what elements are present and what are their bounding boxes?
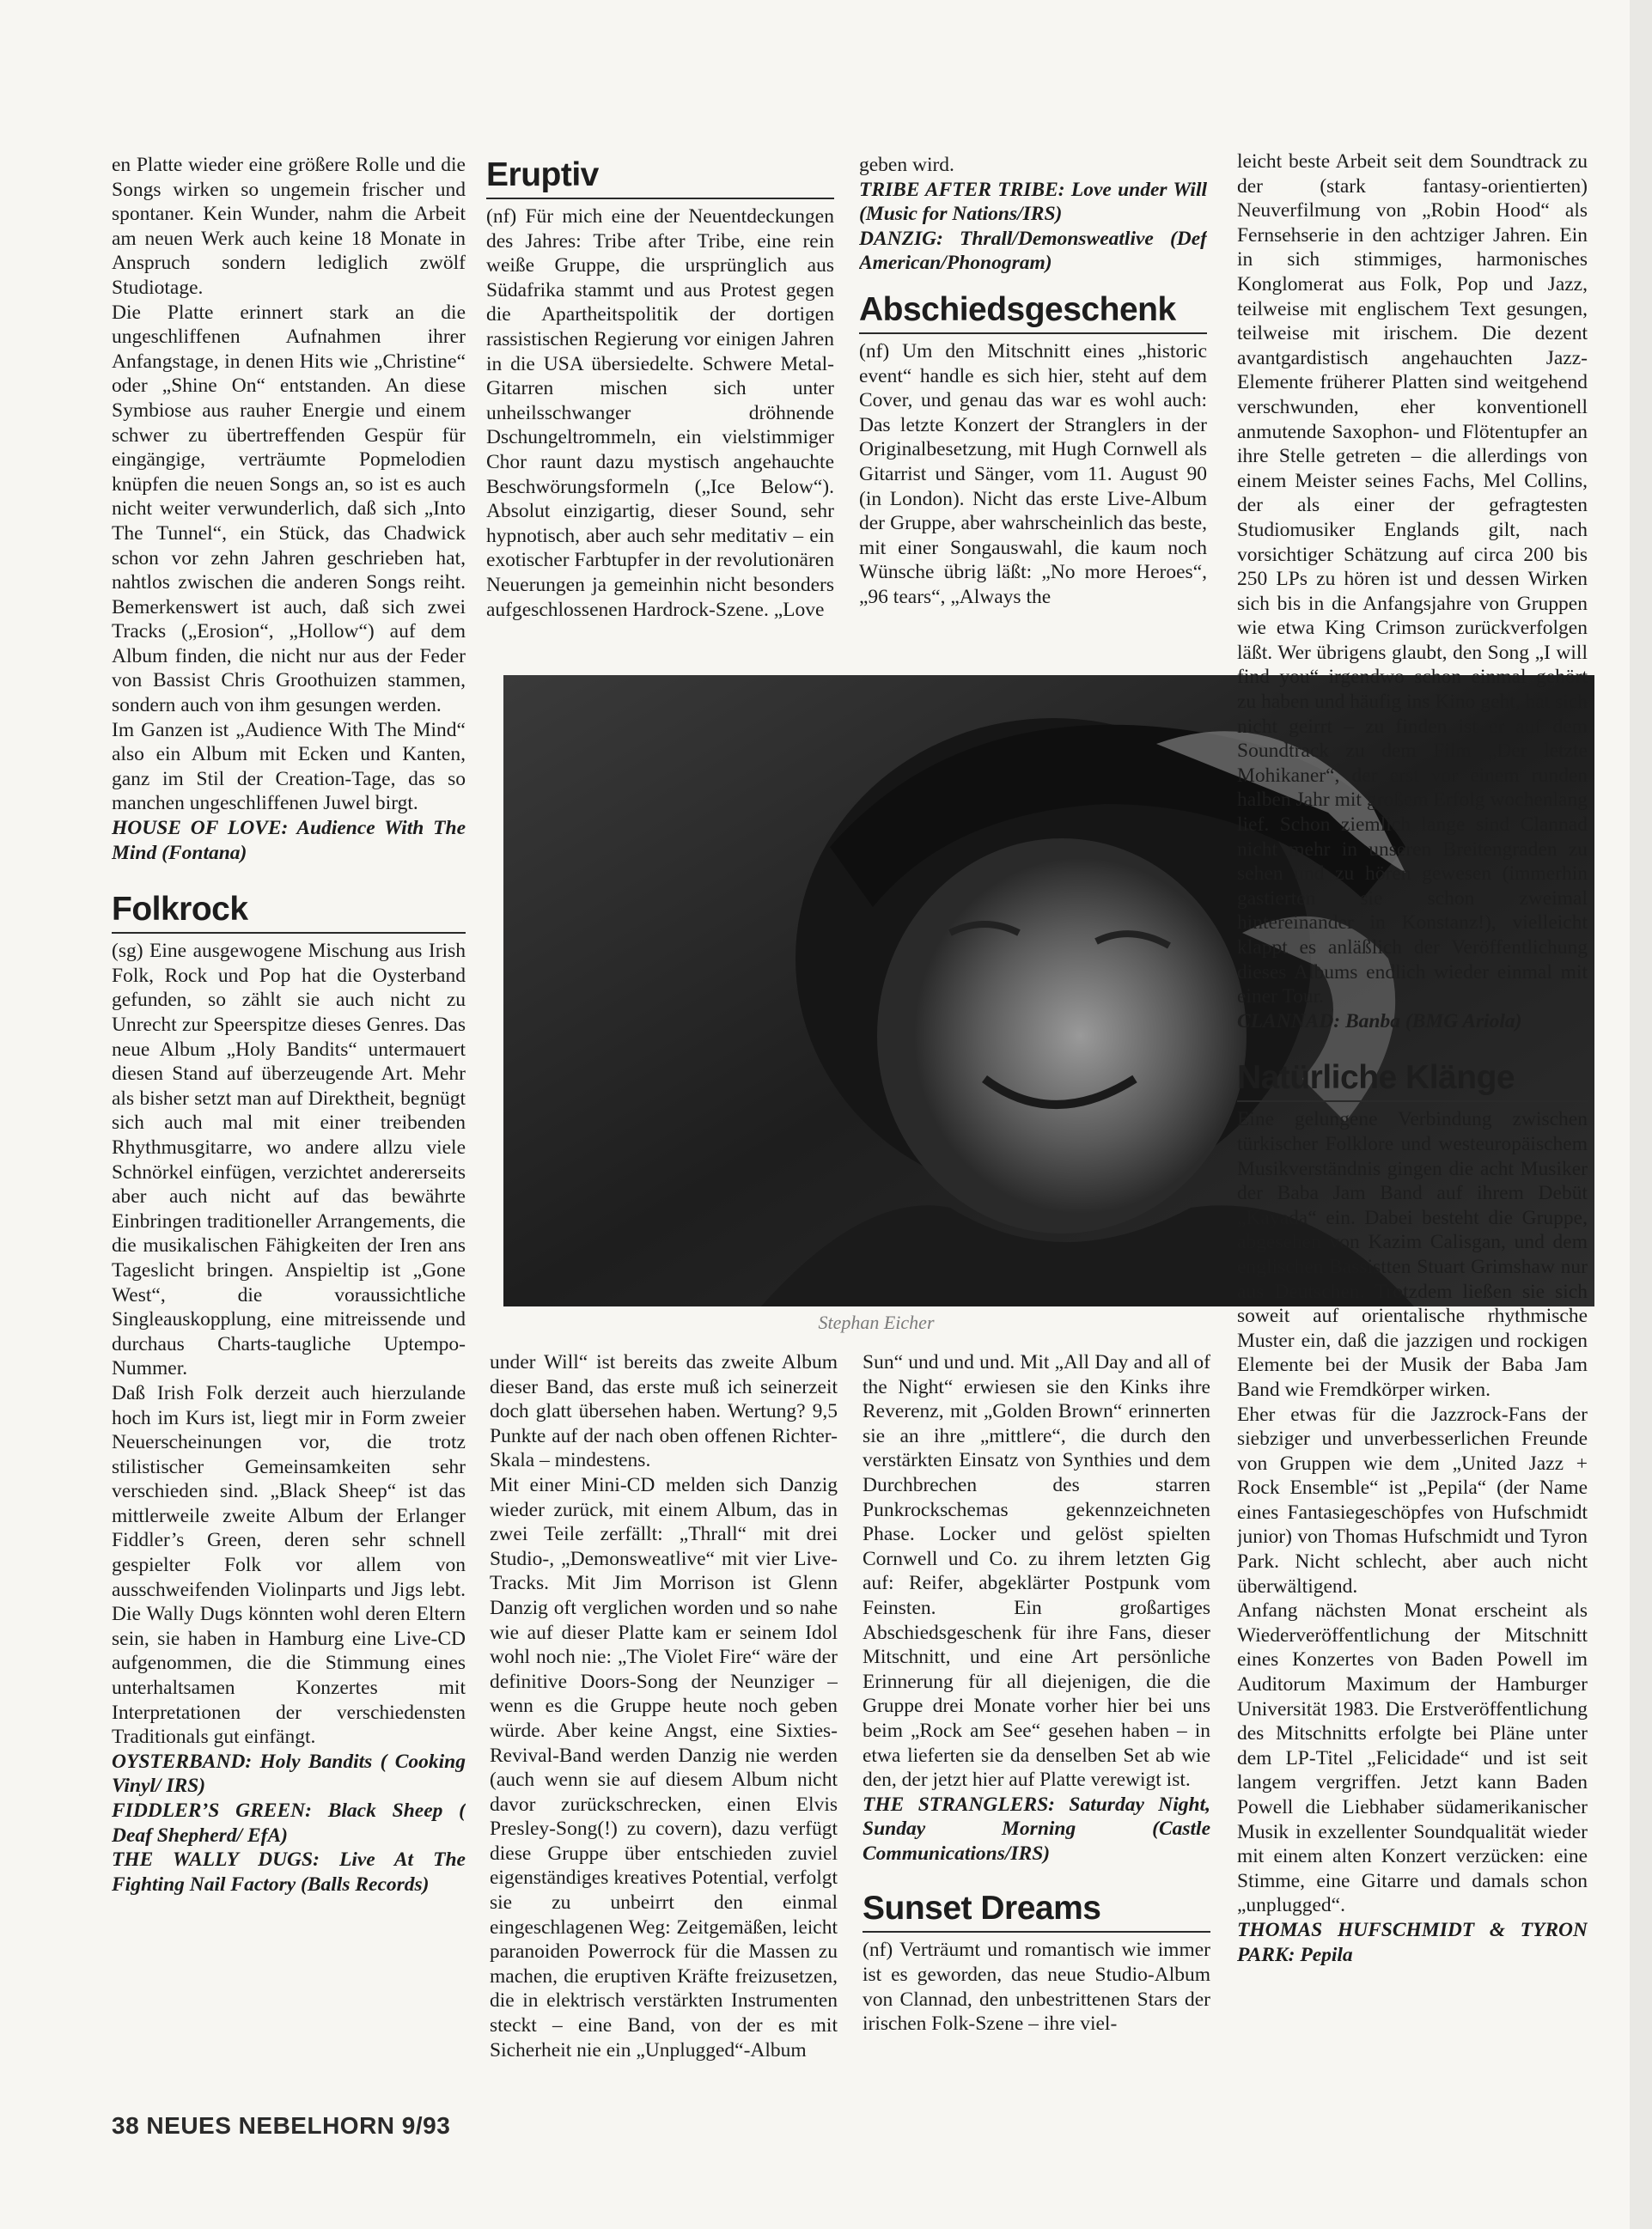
fiddlers-green-credit: FIDDLER’S GREEN: Black Sheep ( Deaf Shepherd/ EfA) <box>112 1800 466 1847</box>
photo-caption: Stephan Eicher <box>818 1312 935 1333</box>
eruptiv-heading: Eruptiv <box>486 156 834 199</box>
folkrock-heading: Folkrock <box>112 891 466 934</box>
column-1 <box>112 153 466 2060</box>
folkrock-text-1: (sg) Eine ausgewogene Mischung aus Irish Folk, Rock und Pop hat die Oysterband gefunden, so zählt sie auch nicht zu Unrecht zur Speerspitze dieses Genres. Das neue Album „Holy Bandits“ untermauert diesen Stand auf überzeugende Art. Mehr als bisher setzt man auf Direktheit, begnügt sich auch mal mit einer treibenden Rhythmusgitarre, wo andere allzu viele Schnörkel einfügen, verzichtet andererseits aber auch nicht auf das bewährte Einbringen traditioneller Arrangements, die die musikalischen Fähigkeiten der Iren ans Tageslicht bringen. Anspieltip ist „Gone West“, die voraussichtliche Singleauskopplung, eine mitreissende und durchaus Charts-taugliche Uptempo-Nummer. <box>112 940 466 1380</box>
page-footer: 38 NEUES NEBELHORN 9/93 <box>112 2112 451 2139</box>
eruptiv-text-3: Mit einer Mini-CD melden sich Danzig wieder zurück, mit einem Album, das in zwei Teile zerfällt: „Thrall“ mit drei Studio-, „Demonsweatlive“ mit vier Live-Tracks. Mit Jim Morrison ist Glenn Danzig oft verglichen worden und so nahe wie auf dieser Platte kam er seinem Idol wohl noch nie: „The Violet Fire“ wäre der definitive Doors-Song der Neunziger – wenn es die Gruppe heute noch geben würde. Aber keine Angst, eine Sixties-Revival-Band werden Danzig nie werden (auch wenn sie auf diesem Album nicht davor zurückschrecken, einen Elvis Presley-Song(!) zu covern), dazu verfügt diese Gruppe über entschieden zuviel eigenständiges kreatives Potential, verfolgt sie zu unbeirrt den einmal eingeschlagenen Weg: Zeitgemäßen, leicht paranoiden Powerrock für die Massen zu machen, die eruptiven Kräfte freizusetzen, die in elektrisch verstärkten Instrumenten steckt – eine Band, von der es mit Sicherheit nie ein „Unplugged“-Album <box>490 1473 838 2062</box>
abschiedsgeschenk-text-1: (nf) Um den Mitschnitt eines „historic event“ handle es sich hier, steht auf dem Cover, und genau das war es wohl auch: Das letzte Konzert der Stranglers in der Originalbesetzung, mit Hugh Cornwell als Gitarrist und Sänger, vom 11. August 90 (in London). Nicht das erste Live-Album der Gruppe, aber wahrscheinlich das beste, mit einer Songauswahl, die kaum noch Wünsche übrig läßt: „No more Heroes“, „96 tears“, „Always the <box>859 339 1207 608</box>
spacer <box>112 865 466 891</box>
sunset-dreams-text-2: leicht beste Arbeit seit dem Soundtrack zu der (stark fantasy-orientierten) Neuverfilmung von „Robin Hood“ als Fernsehserie in den achtziger Jahren. Ein in sich stimmiges, harmonisches Konglomerat aus Folk, Pop und Jazz, teilweise mit englischem Text gesungen, teilweise mit irischem. Die dezent avantgardistisch angehauchten Jazz-Elemente früherer Platten sind weitgehend verschwunden, eher konventionell anmutende Saxophon- und Flötentupfer an ihre Stelle getreten – die allerdings von einem Meister seines Fachs, Mel Collins, der als einer der gefragtesten Studiomusiker Englands gilt, nach vorsichtiger Schätzung auf circa 200 bis 250 LPs zu hören ist und dessen Wirken sich bis in die Anfangsjahre von Gruppen wie etwa King Crimson zurückverfolgen läßt. Wer übrigens glaubt, den Song „I will find you“ irgendwo schon einmal gehört zu haben und häufig ins Kino geht, hat sich nicht geirrt – zu finden ist er auf dem Soundtrack zu dem Film „Der letzte Mohikaner“, der erst vor einem runden halben Jahr mit großem Erfolg wochenlang lief. Schon ziemlich lange sind Clannad nicht mehr in unseren Breitengraden zu sehen und zu hören gewesen (immerhin gastierten sie schon zweimal hintereinander in Konstanz!), vielleicht klappt es anläßlich der Veröffentlichung dieses Albums endlich wieder einmal mit einer Tour. <box>1237 150 1588 1008</box>
eruptiv-end-text: geben wird. <box>859 154 954 176</box>
hufschmidt-credit: THOMAS HUFSCHMIDT & TYRON PARK: Pepila <box>1237 1918 1588 1966</box>
column-2-top <box>486 156 834 672</box>
abschiedsgeschenk-text-2: Sun“ und und und. Mit „All Day and all of the Night“ erwiesen sie den Kinks ihre Reverenz, mit „Golden Brown“ erinnerten sie an ihre „mittlere“, die durch den verstärkten Einsatz von Synthies und dem Durchbrechen des starren Punkrockschemas gekennzeichneten Phase. Locker und gelöst spielten Cornwell und Co. zu ihrem letzten Gig auf: Reifer, abgeklärter Postpunk vom Feinsten. Ein großartiges Abschiedsgeschenk für ihre Fans, dieser Mitschnitt, und eine Art persönliche Erinnerung für all diejenigen, die die Gruppe drei Monate vorher hier bei uns beim „Rock am See“ gesehen haben – in etwa lieferten sie da denselben Set ab wie den, der jetzt hier auf Platte verewigt ist. <box>863 1351 1210 1792</box>
wally-dugs-credit: THE WALLY DUGS: Live At The Fighting Nail Factory (Balls Records) <box>112 1848 466 1896</box>
sunset-dreams-text: (nf) Verträumt und romantisch wie immer ist es geworden, das neue Studio-Album von Clannad, den unbestrittenen Stars der irischen Folk-Szene – ihre viel- <box>863 1939 1210 2036</box>
spacer <box>859 276 1207 291</box>
natuerliche-klaenge-text-2: Eher etwas für die Jazzrock-Fans der siebziger und unverbesserlichen Freunde von Gruppen wie dem „United Jazz + Rock Ensemble“ ist „Pepila“ (der Name eines Fantasiegeschöpfes von Hufschmidt junior) von Thomas Hufschmidt und Tyron Park. Nicht schlecht, aber auch nicht überwältigend. <box>1237 1403 1588 1598</box>
sunset-dreams-heading: Sunset Dreams <box>863 1890 1210 1933</box>
spacer <box>1237 1033 1588 1059</box>
column-2-bottom <box>490 1350 838 2106</box>
column-3-bottom <box>863 1350 1210 2106</box>
natuerliche-klaenge-text-3: Anfang nächsten Monat erscheint als Wiederveröffentlichung der Mitschnitt eines Konzertes von Baden Powell im Auditorum Maximum der Hamburger Universität 1983. Die Erstveröffentlichung des Mitschnitts erfolgte bei Pläne unter dem LP-Titel „Felicidade“ und ist seit langem vergriffen. Jetzt kann Baden Powell die Liebhaber südamerikanischer Musik in exzellenter Soundqualität wieder mit einem alten Konzert verzücken: eine Stimme, eine Gitarre und damals schon „unplugged“. <box>1237 1599 1588 1917</box>
house-of-love-text-3: Im Ganzen ist „Audience With The Mind“ also ein Album mit Ecken und Kanten, ganz im Stil der Creation-Tage, das so manchen ungeschliffenen Juwel birgt. <box>112 718 466 815</box>
tribe-after-tribe-credit: TRIBE AFTER TRIBE: Love under Will (Music for Nations/IRS) <box>859 178 1207 226</box>
natuerliche-klaenge-text-1: Eine gelungene Verbindung zwischen türkischer Folklore und westeuropäischem Musikverständnis gingen die acht Musiker der Baba Jam Band auf ihrem Debüt „Kayada“ ein. Dabei besteht die Gruppe, abgesehen von Kazim Calisgan, und dem englischen Bassistten Stuart Grimshaw nur aus Deutschen. Trotzdem ließen sie sich soweit auf orientalische rhythmische Muster ein, daß die jazzigen und rockigen Elemente bei der Musik der Baba Jam Band wie Fremdkörper wirken. <box>1237 1108 1588 1401</box>
abschiedsgeschenk-heading: Abschiedsgeschenk <box>859 291 1207 334</box>
house-of-love-credit: HOUSE OF LOVE: Audience With The Mind (Fontana) <box>112 817 466 864</box>
house-of-love-text-2: Die Platte erinnert stark an die ungeschliffenen Aufnahmen ihrer Anfangstage, in denen Hits wie „Christine“ oder „Shine On“ entstanden. An diese Symbiose aus rauher Energie und einem schwer zu übertreffenden Gespür für eingängige, verträumte Popmelodien knüpfen die neuen Songs an, so ist es auch nicht weiter verwunderlich, daß sich „Into The Tunnel“, ein Stück, das Chadwick schon vor zehn Jahren geschrieben hat, nahtlos zwischen die anderen Songs reiht. Bemerkenswert ist auch, daß sich zwei Tracks („Erosion“, „Hollow“) auf dem Album finden, die nicht nur aus der Feder von Bassist Chris Groothuizen stammen, sondern auch von ihm gesungen werden. <box>112 301 466 717</box>
spacer <box>863 1866 1210 1890</box>
eruptiv-text-2: under Will“ ist bereits das zweite Album dieser Band, das erste muß ich seinerzeit doch glatt übersehen haben. Wertung? 9,5 Punkte auf der nach oben offenen Richter-Skala – mindestens. <box>490 1351 838 1472</box>
house-of-love-text-1: en Platte wieder eine größere Rolle und die Songs wirken so ungemein frischer und spontaner. Kein Wunder, nahm die Arbeit am neuen Werk auch keine 18 Monate in Anspruch sondern lediglich zwölf Studiotage. <box>112 154 466 299</box>
page-edge <box>1630 0 1652 2229</box>
folkrock-text-2: Daß Irish Folk derzeit auch hierzulande hoch im Kurs ist, liegt mir in Form zweier Neuerscheinungen vor, die trotz stilistischer Gemeinsamkeiten sehr verschieden sind. „Black Sheep“ ist das mittlerweile zweite Album der Erlanger Fiddler’s Green, deren sehr schnell gespielter Folk vor allem von ausschweifenden Violinparts und Jigs lebt. Die Wally Dugs könnten wohl deren Eltern sein, sie haben in Hamburg eine Live-CD aufgenommen, die die Stimmung eines unterhaltsamen Konzertes mit Interpretationen der verschiedensten Traditionals gut einfängt. <box>112 1381 466 1749</box>
column-3-top <box>859 153 1207 673</box>
natuerliche-klaenge-heading: Natürliche Klänge <box>1237 1059 1588 1102</box>
clannad-credit: CLANNAD: Banba (BMG Ariola) <box>1237 1009 1522 1032</box>
oysterband-credit: OYSTERBAND: Holy Bandits ( Cooking Vinyl/ IRS) <box>112 1750 466 1798</box>
danzig-credit: DANZIG: Thrall/Demonsweatlive (Def American/Phonogram) <box>859 227 1207 275</box>
stranglers-credit: THE STRANGLERS: Saturday Night, Sunday Morning (Castle Communications/IRS) <box>863 1793 1210 1865</box>
eruptiv-text-1: (nf) Für mich eine der Neuentdeckungen des Jahres: Tribe after Tribe, eine rein weiße Gruppe, die ursprünglich aus Südafrika stammt und aus Protest gegen die Apartheitspolitik der dortigen rassistischen Regierung vor einigen Jahren in die USA übersiedelte. Schwere Metal-Gitarren mischen sich unter unheilsschwanger dröhnende Dschungeltrommeln, ein vielstimmiger Chor raunt dazu mystisch angehauchte Beschwörungsformeln („Ice Below“). Absolut einzigartig, dieser Sound, sehr hypnotisch, aber auch sehr meditativ – ein exotischer Farbtupfer in der revolutionären Neuerungen ja gemeinhin nicht besonders aufgeschlossenen Hardrock-Szene. „Love <box>486 205 834 621</box>
column-4 <box>1237 149 1588 2108</box>
